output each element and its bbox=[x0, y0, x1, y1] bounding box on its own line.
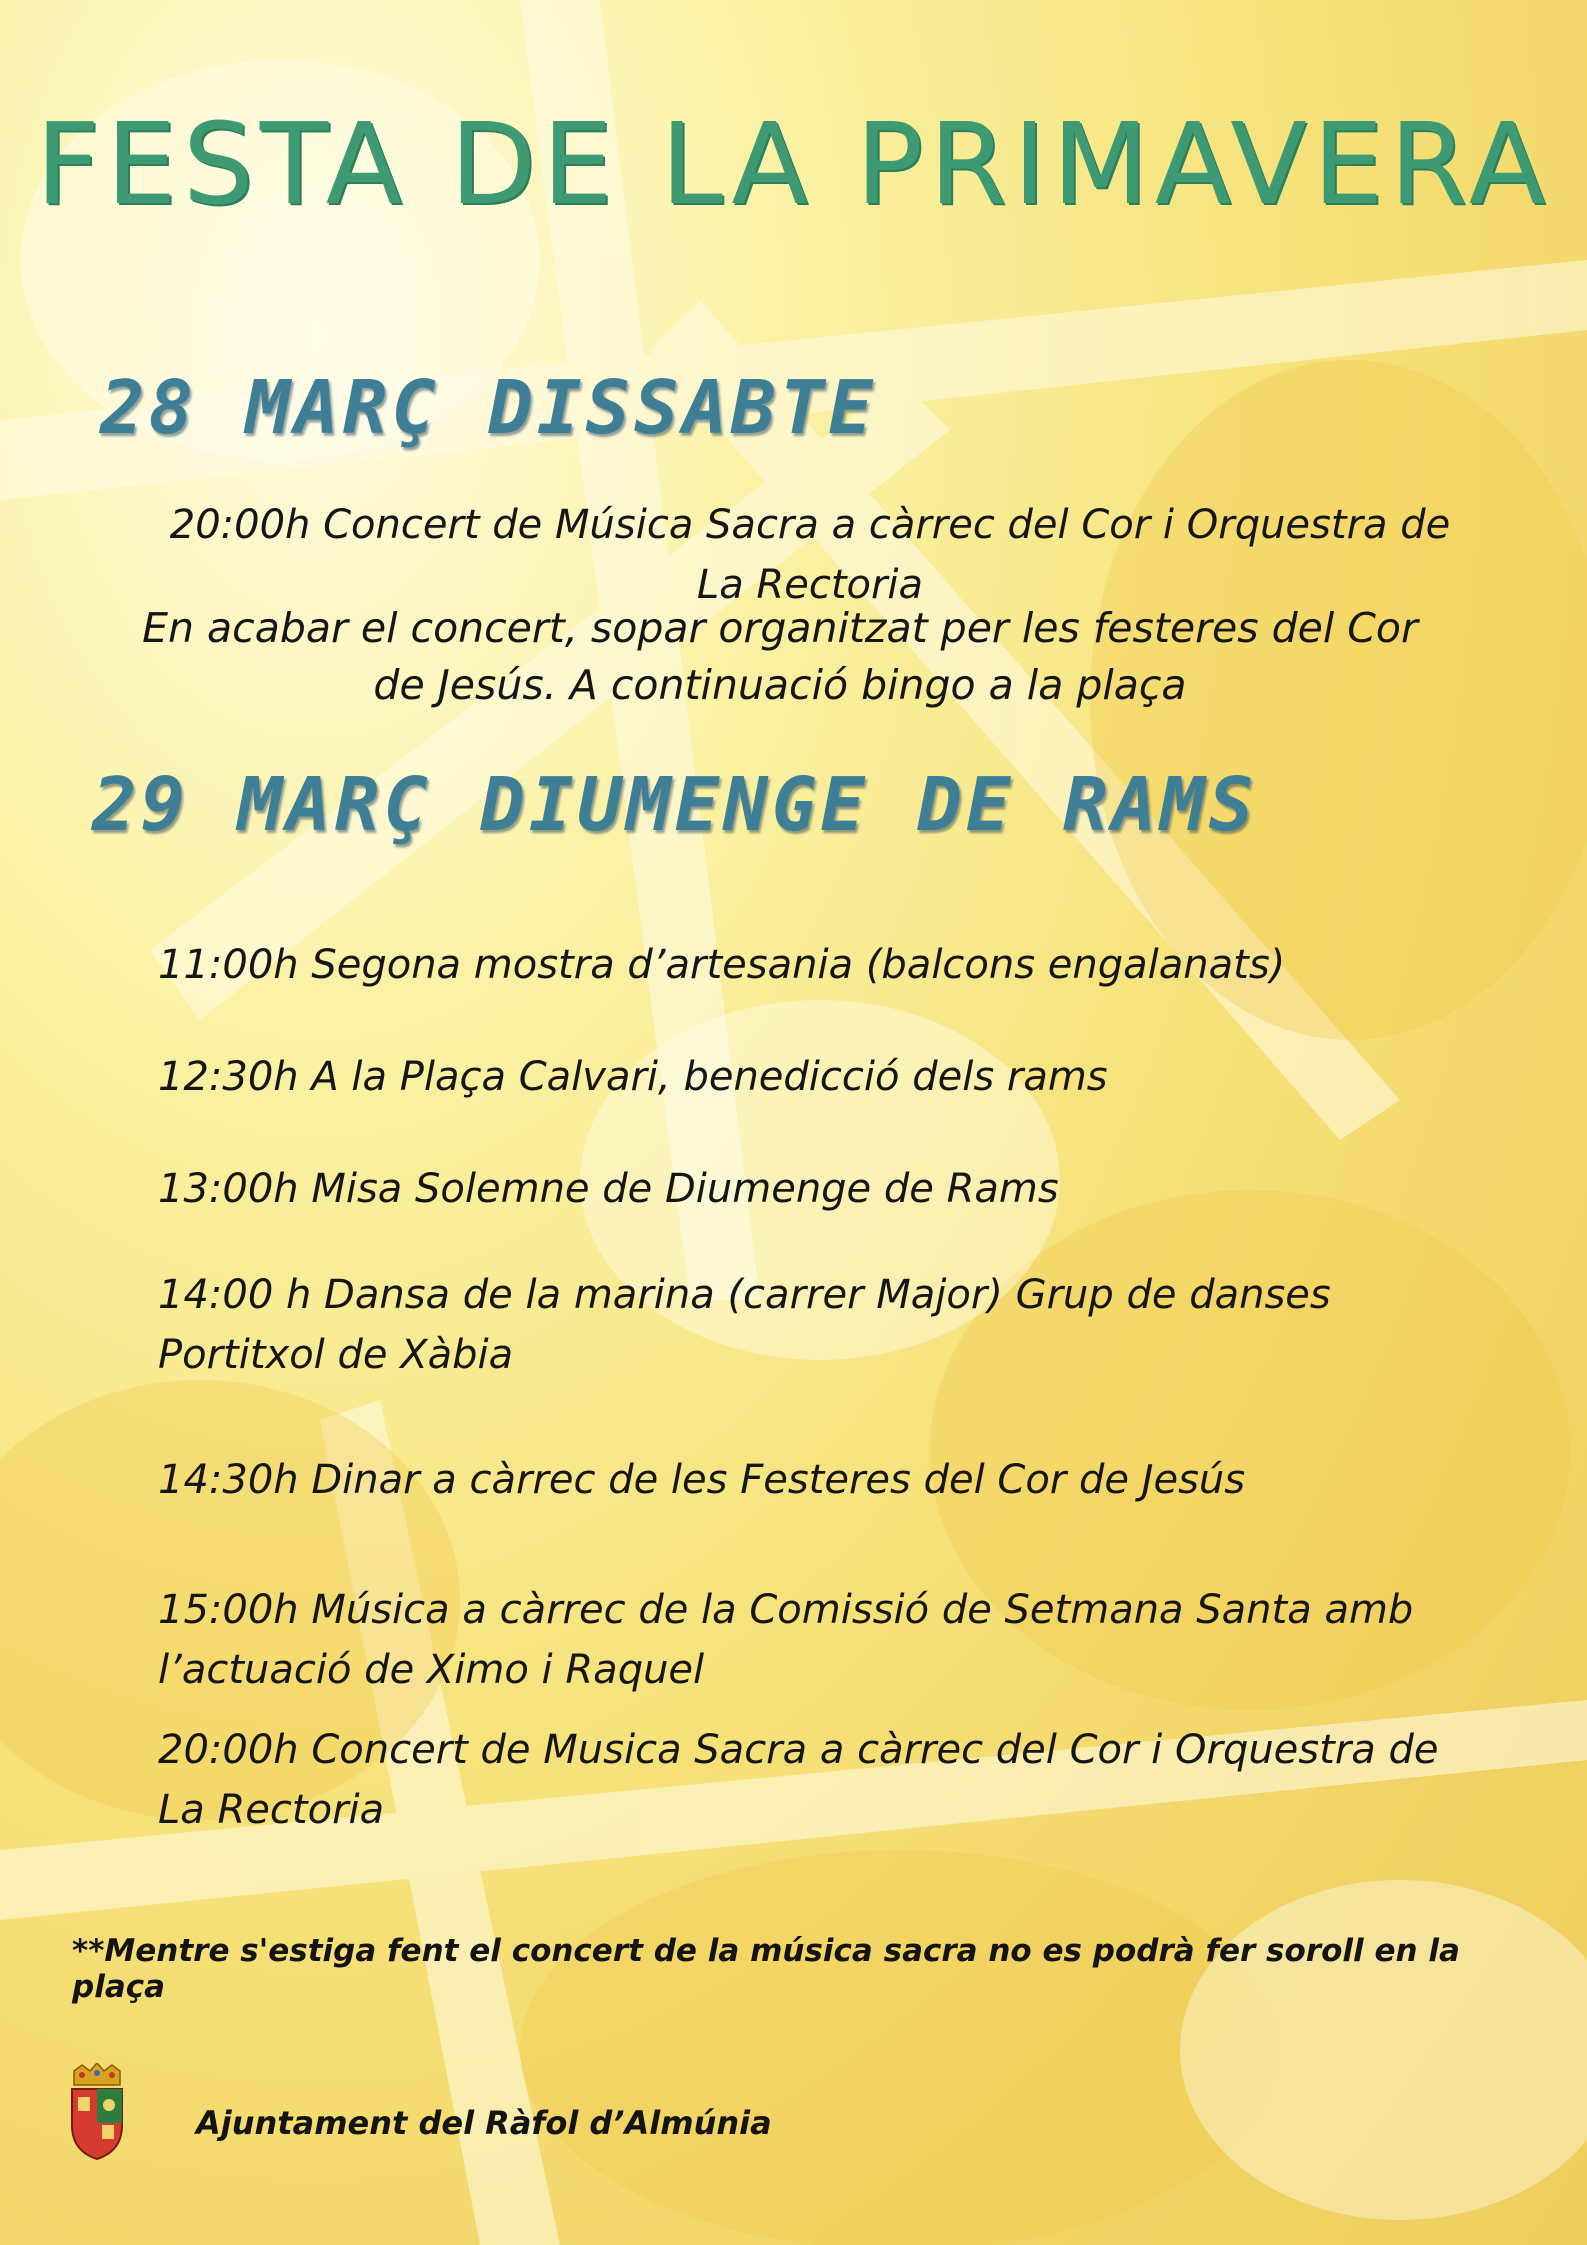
event-item: En acabar el concert, sopar organitzat per les festeres del Cor de Jesús. A continuació bingo a la plaça bbox=[142, 604, 1418, 709]
event-item: 15:00h Música a càrrec de la Comissió de Setmana Santa amb l’actuació de Ximo i Raquel bbox=[158, 1587, 1414, 1693]
municipal-crest-icon bbox=[66, 2063, 128, 2163]
municipality-name: Ajuntament del Ràfol d’Almúnia bbox=[196, 2104, 772, 2142]
event-item: 14:30h Dinar a càrrec de les Festeres del Cor de Jesús bbox=[158, 1457, 1246, 1503]
event-item: 20:00h Concert de Musica Sacra a càrrec del Cor i Orquestra de La Rectoria bbox=[158, 1727, 1439, 1833]
page-title: FESTA DE LA PRIMAVERA bbox=[35, 100, 1552, 230]
event-item: 20:00h Concert de Música Sacra a càrrec del Cor i Orquestra de La Rectoria bbox=[169, 502, 1451, 608]
event-item: 13:00h Misa Solemne de Diumenge de Rams bbox=[158, 1166, 1059, 1212]
event-item: 11:00h Segona mostra d’artesania (balcons engalanats) bbox=[158, 942, 1286, 988]
day-heading-saturday: 28 MARÇ DISSABTE bbox=[100, 365, 877, 451]
day-heading-sunday: 29 MARÇ DIUMENGE DE RAMS bbox=[92, 762, 1258, 848]
sunday-event-list bbox=[158, 935, 1478, 1840]
event-item: 12:30h A la Plaça Calvari, benedicció dels rams bbox=[158, 1054, 1108, 1100]
event-item: 14:00 h Dansa de la marina (carrer Major) Grup de danses Portitxol de Xàbia bbox=[158, 1272, 1331, 1378]
footnote: **Mentre s'estiga fent el concert de la música sacra no es podrà fer soroll en la plaça bbox=[72, 1933, 1460, 2005]
